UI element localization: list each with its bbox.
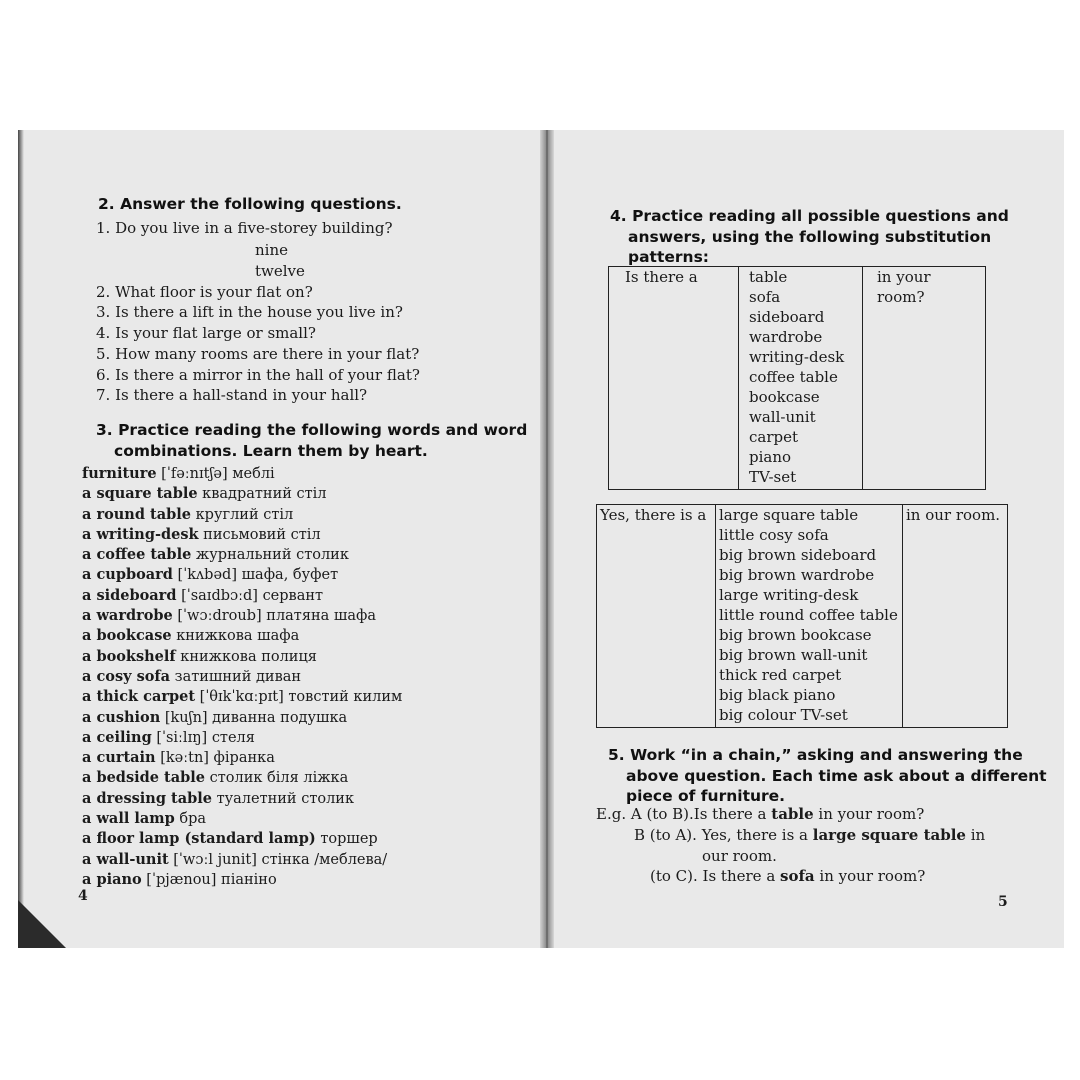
exercise-4-heading-line-1: 4. Practice reading all possible questions and (610, 207, 1009, 225)
example-line-2: B (to A). Yes, there is a large square table in (634, 826, 986, 844)
example-line-4: (to C). Is there a sofa in your room? (650, 867, 926, 885)
book-spine (540, 130, 554, 948)
vocab-item: a floor lamp (standard lamp) торшер (82, 830, 378, 848)
furniture-answer-item: big brown wardrobe (719, 566, 875, 584)
furniture-answer-item: big colour TV-set (719, 706, 848, 724)
furniture-item: wardrobe (749, 328, 823, 346)
vocab-item: a thick carpet [ˈθɪkˈkɑːpɪt] товстий килим (82, 688, 403, 706)
question-1-alt-twelve: twelve (255, 262, 305, 280)
furniture-answer-item: little round coffee table (719, 606, 898, 624)
substitution-table-answers (596, 504, 1008, 728)
exercise-4-heading-line-2: answers, using the following substitution (628, 228, 992, 246)
vocab-item: a wall lamp бра (82, 810, 207, 828)
furniture-answer-item: big brown wall-unit (719, 646, 868, 664)
vocab-item: a bedside table столик біля ліжка (82, 769, 349, 787)
furniture-item: wall-unit (749, 408, 816, 426)
furniture-item: carpet (749, 428, 799, 446)
vocab-item: a wall-unit [ˈwɔːl junit] стінка /меблева/ (82, 850, 388, 868)
left-page (18, 130, 540, 948)
exercise-5-heading-line-2: above question. Each time ask about a different (626, 767, 1047, 785)
furniture-item: writing-desk (749, 348, 845, 366)
right-page (554, 130, 1064, 948)
vocab-item: a ceiling [ˈsiːlɪŋ] стеля (82, 728, 255, 746)
vocab-item: a sideboard [ˈsaɪdbɔːd] сервант (82, 586, 324, 604)
furniture-item: sideboard (749, 308, 825, 326)
furniture-answer-item: thick red carpet (719, 666, 842, 684)
furniture-item: piano (749, 448, 792, 466)
vocab-item: a cupboard [ˈkʌbəd] шафа, буфет (82, 566, 339, 584)
question-3: 3. Is there a lift in the house you live in? (96, 303, 403, 321)
vocab-item: a wardrobe [ˈwɔːdroub] платяна шафа (82, 607, 377, 625)
vocab-item: a dressing table туалетний столик (82, 789, 355, 807)
vocab-item: a writing-desk письмовий стіл (82, 525, 321, 543)
furniture-item: TV-set (749, 468, 797, 486)
vocab-item: a square table квадратний стіл (82, 485, 327, 503)
vocab-item: furniture [ˈfəːnɪtʃə] меблі (82, 465, 275, 482)
furniture-item: sofa (749, 288, 781, 306)
vocab-list (82, 464, 402, 890)
vocab-item: a bookcase книжкова шафа (82, 627, 300, 645)
table1-col-items (739, 267, 863, 490)
vocab-item: a coffee table журнальний столик (82, 546, 349, 564)
exercise-2-heading: 2. Answer the following questions. (98, 195, 402, 213)
table2-col-in-our-room: in our room. (903, 505, 1008, 728)
vocab-item: a round table круглий стіл (82, 505, 294, 523)
vocab-item: a cushion [kuʃn] диванна подушка (82, 708, 348, 726)
question-6: 6. Is there a mirror in the hall of your flat? (96, 366, 420, 384)
question-1-alt-nine: nine (255, 241, 288, 259)
table1-col-in-your-room: in your room? (863, 267, 986, 490)
vocab-item: a bookshelf книжкова полиця (82, 647, 317, 665)
question-5: 5. How many rooms are there in your flat? (96, 345, 420, 363)
example-line-3: our room. (702, 847, 777, 865)
furniture-item: bookcase (749, 388, 820, 406)
vocab-item: a piano [ˈpjænou] піаніно (82, 870, 277, 888)
question-4: 4. Is your flat large or small? (96, 324, 316, 342)
furniture-answer-item: little cosy sofa (719, 526, 829, 544)
exercise-5-heading-line-3: piece of furniture. (626, 787, 786, 805)
table2-col-yes-there-is-a: Yes, there is a (597, 505, 716, 728)
vocab-item: a curtain [kəːtn] фіранка (82, 749, 275, 767)
exercise-3-heading-line-2: combinations. Learn them by heart. (114, 442, 428, 460)
question-7: 7. Is there a hall-stand in your hall? (96, 386, 368, 404)
example-line-1: E.g. A (to B).Is there a table in your room? (596, 805, 925, 823)
table1-col-is-there-a: Is there a (609, 267, 739, 490)
furniture-answer-item: big brown sideboard (719, 546, 877, 564)
furniture-answer-item: big black piano (719, 686, 836, 704)
question-2: 2. What floor is your flat on? (96, 283, 313, 301)
exercise-5-heading-line-1: 5. Work “in a chain,” asking and answering the (608, 746, 1023, 764)
furniture-answer-item: large writing-desk (719, 586, 859, 604)
table2-col-items (716, 505, 903, 728)
substitution-table-questions (608, 266, 986, 490)
question-1: 1. Do you live in a five-storey building? (96, 219, 393, 237)
furniture-item: table (749, 268, 788, 286)
exercise-4-heading-line-3: patterns: (628, 248, 709, 266)
furniture-answer-item: big brown bookcase (719, 626, 872, 644)
furniture-answer-item: large square table (719, 506, 859, 524)
page-number-left: 4 (78, 888, 88, 904)
vocab-item: a cosy sofa затишний диван (82, 667, 302, 685)
page-number-right: 5 (998, 894, 1008, 910)
exercise-3-heading-line-1: 3. Practice reading the following words and word (96, 421, 528, 439)
furniture-item: coffee table (749, 368, 838, 386)
